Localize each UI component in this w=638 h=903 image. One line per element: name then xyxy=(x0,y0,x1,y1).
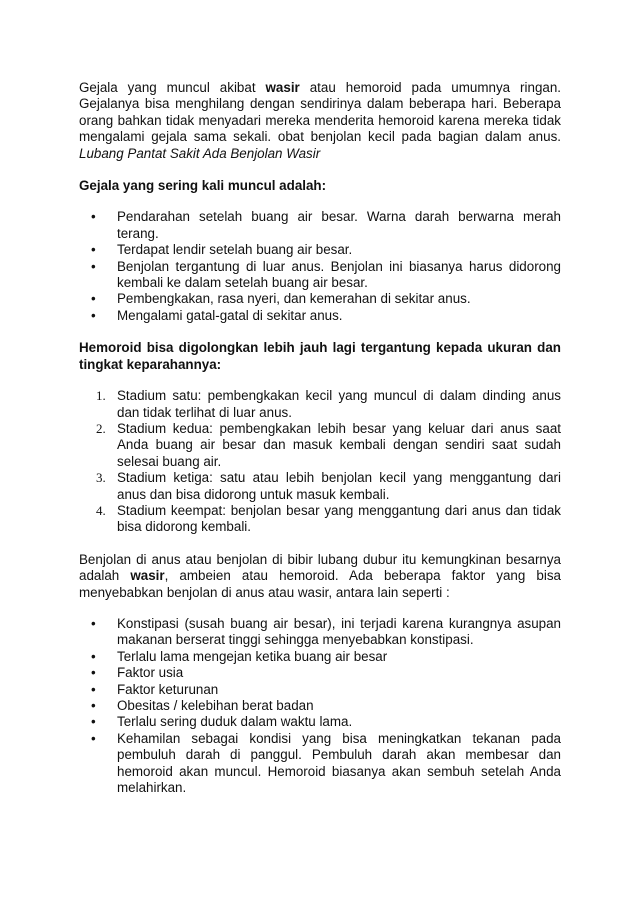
list-number: 3. xyxy=(96,470,106,486)
list-item: • Pembengkakan, rasa nyeri, dan kemerahan di sekitar anus. xyxy=(91,291,471,307)
causes-paragraph: Benjolan di anus atau benjolan di bibir lubang dubur itu kemungkinan besarnya adalah wasir, ambeien atau hemoroid. Ada beberapa faktor yang bisa menyebabkan benjolan di anus atau wasir, antara lain seperti : xyxy=(79,551,561,600)
list-item: 1. Stadium satu: pembengkakan kecil yang muncul di dalam dinding anus dan tidak terlihat di luar anus. xyxy=(96,388,561,420)
list-item: • Faktor keturunan xyxy=(91,681,219,697)
list-item: 2. Stadium kedua: pembengkakan lebih besar yang keluar dari anus saat Anda buang air besar dan masuk kembali dengan sendiri saat sudah selesai buang air. xyxy=(96,420,561,469)
bullet-icon: • xyxy=(91,209,96,225)
bullet-icon: • xyxy=(91,258,96,274)
list-item: • Konstipasi (susah buang air besar), ini terjadi karena kurangnya asupan makanan berserat tinggi sehingga menyebabkan konstipasi. xyxy=(91,615,561,648)
list-item: • Faktor usia xyxy=(91,665,184,681)
list-item: • Benjolan tergantung di luar anus. Benjolan ini biasanya harus didorong kembali ke dalam setelah buang air besar. xyxy=(91,258,561,291)
bullet-icon: • xyxy=(91,665,96,681)
list-item: • Obesitas / kelebihan berat badan xyxy=(91,698,314,713)
list-item: 4. Stadium keempat: benjolan besar yang menggantung dari anus dan tidak bisa didorong kembali. xyxy=(96,502,561,535)
intro-bold-term: wasir xyxy=(265,80,300,95)
bullet-icon: • xyxy=(91,291,96,307)
bullet-icon: • xyxy=(91,307,96,323)
causes-bold-term: wasir xyxy=(130,568,165,584)
symptoms-list xyxy=(79,209,561,324)
list-item: • Terdapat lendir setelah buang air besar. xyxy=(91,242,353,258)
list-number: 2. xyxy=(96,420,106,436)
bullet-icon: • xyxy=(91,681,96,697)
list-item: • Terlalu sering duduk dalam waktu lama. xyxy=(91,714,353,730)
list-number: 1. xyxy=(96,388,106,404)
list-item: • Mengalami gatal-gatal di sekitar anus. xyxy=(91,307,343,323)
symptoms-heading: Gejala yang sering kali muncul adalah: xyxy=(79,178,327,194)
bullet-icon: • xyxy=(91,242,96,258)
list-item: • Kehamilan sebagai kondisi yang bisa meningkatkan tekanan pada pembuluh darah di panggul. Pembuluh darah akan membesar dan hemoroid akan muncul. Hemoroid biasanya akan sembuh setelah Anda melahirkan. xyxy=(91,730,561,796)
document-page xyxy=(79,80,561,796)
stages-heading: Hemoroid bisa digolongkan lebih jauh lagi tergantung kepada ukuran dan tingkat keparahannya: xyxy=(79,340,561,372)
stages-list xyxy=(79,388,561,536)
bullet-icon: • xyxy=(91,648,96,664)
list-item: • Terlalu lama mengejan ketika buang air besar xyxy=(91,648,388,664)
intro-italic-link-text: Lubang Pantat Sakit Ada Benjolan Wasir xyxy=(79,145,321,161)
list-item: • Pendarahan setelah buang air besar. Warna darah berwarna merah terang. xyxy=(91,209,561,241)
causes-list xyxy=(79,616,561,796)
list-item: 3. Stadium ketiga: satu atau lebih benjolan kecil yang menggantung dari anus dan bisa didorong untuk masuk kembali. xyxy=(96,470,561,502)
bullet-icon: • xyxy=(91,698,96,713)
list-number: 4. xyxy=(96,502,106,518)
bullet-icon: • xyxy=(91,615,96,631)
bullet-icon: • xyxy=(91,714,96,730)
bullet-icon: • xyxy=(91,730,96,746)
intro-paragraph: Gejala yang muncul akibat wasir atau hemoroid pada umumnya ringan. Gejalanya bisa menghilang dengan sendirinya dalam beberapa hari. Beberapa orang bahkan tidak menyadari mereka menderita hemoroid karena mereka tidak mengalami gejala sama sekali. obat benjolan kecil pada bagian dalam anus. Lubang Pantat Sakit Ada Benjolan Wasir xyxy=(79,80,562,161)
